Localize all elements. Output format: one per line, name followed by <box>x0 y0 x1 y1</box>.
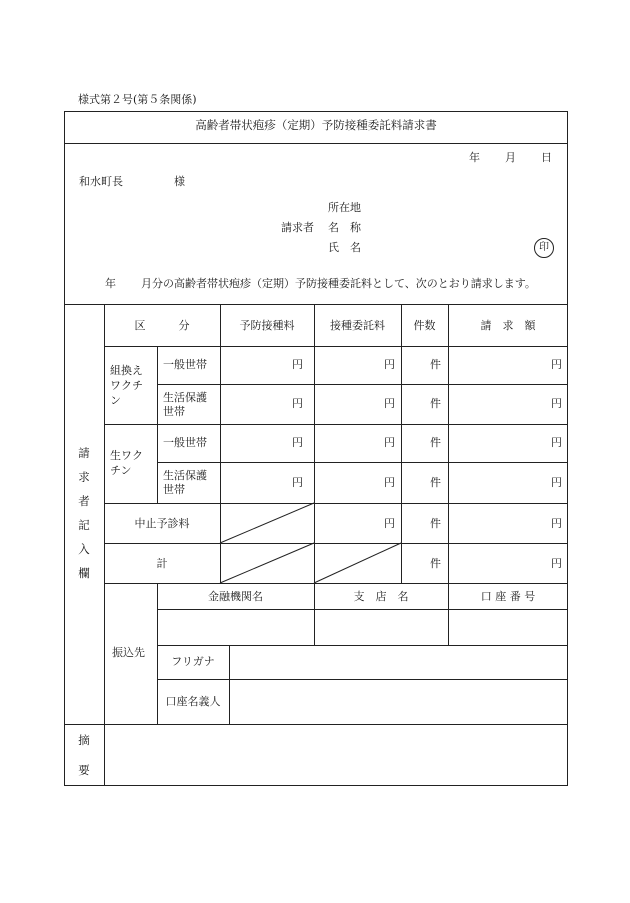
claimant-role-label: 請求者 <box>281 221 314 234</box>
row-general-household-2: 一般世帯 <box>163 436 207 449</box>
table-top-line <box>64 304 568 305</box>
bank-name-header: 金融機関名 <box>208 590 263 603</box>
account-number-header: 口 座 番 号 <box>480 590 536 603</box>
statement-text: 月分の高齢者帯状疱疹（定期）予防接種委託料として、次のとおり請求します。 <box>141 277 536 290</box>
header-commission-fee: 接種委託料 <box>330 319 385 332</box>
account-holder-label: 口座名義人 <box>165 695 221 708</box>
claimant-entry-side-label: 請 求 者 記 入 欄 <box>78 446 90 580</box>
branch-name-header: 支 店 名 <box>353 590 409 603</box>
na-diagonal-total-vaccine-fee <box>220 543 314 583</box>
addressee-suffix: 様 <box>174 175 185 188</box>
header-category: 区 分 <box>134 319 190 332</box>
group-live-vaccine: 生ワク チン <box>110 449 143 477</box>
claimant-name-label: 名 称 <box>328 221 361 234</box>
group-recombinant-vaccine: 組換え ワクチ ン <box>110 364 143 407</box>
form-style-number: 様式第２号(第５条関係) <box>78 93 197 106</box>
na-diagonal-total-commission-fee <box>314 543 401 583</box>
row-total: 計 <box>156 557 168 570</box>
claimant-person-label: 氏 名 <box>328 241 361 254</box>
row-welfare-household-2: 生活保護 世帯 <box>163 469 207 496</box>
header-count: 件数 <box>413 319 436 332</box>
transfer-label: 振込先 <box>112 646 145 659</box>
addressee: 和水町長 <box>79 175 123 188</box>
header-vaccine-fee: 予防接種料 <box>239 319 295 332</box>
header-claim-amount: 請 求 額 <box>480 319 536 332</box>
remarks-label: 摘 要 <box>78 733 90 777</box>
date-year-label: 年 <box>469 151 480 164</box>
statement-year: 年 <box>105 277 116 290</box>
seal-mark: 印 <box>534 238 554 258</box>
row-welfare-household-1: 生活保護 世帯 <box>163 391 207 418</box>
title-divider <box>64 143 568 144</box>
form-title: 高齢者帯状疱疹（定期）予防接種委託料請求書 <box>195 118 437 132</box>
side-label-divider <box>104 304 105 724</box>
row-general-household-1: 一般世帯 <box>163 358 207 371</box>
na-diagonal-cancel-vaccine-fee <box>220 503 314 543</box>
claimant-address-label: 所在地 <box>328 201 361 214</box>
furigana-label: フリガナ <box>171 655 215 668</box>
date-day-label: 日 <box>541 151 552 164</box>
claim-form-page: 様式第２号(第５条関係) 高齢者帯状疱疹（定期）予防接種委託料請求書 年 月 日 和水町長 様 所在地 請求者 名 称 氏 名 印 年 月分の高齢者帯状疱疹（定期）予防接種委託料として、次のとおり請求します。 請 求 者 記 入 欄 区 分 予防接種料 接種委託料 件数 請 求 額 組換え ワクチ ン 生ワク チン 一般世帯 生活保護 世帯 一般世帯 生活保護 世帯 中止予診料 計 円 円 件 円 円 円 件 円 円 円 件 円 円 円 件 円 円 件 円 件 円 振込先 金融機関名 支 店 名 口 座 番 号 フリガナ 口座名義人 摘 要 <box>0 0 630 903</box>
date-month-label: 月 <box>505 151 516 164</box>
remarks-top-line <box>64 724 568 725</box>
row-cancel-exam-fee: 中止予診料 <box>134 517 190 530</box>
